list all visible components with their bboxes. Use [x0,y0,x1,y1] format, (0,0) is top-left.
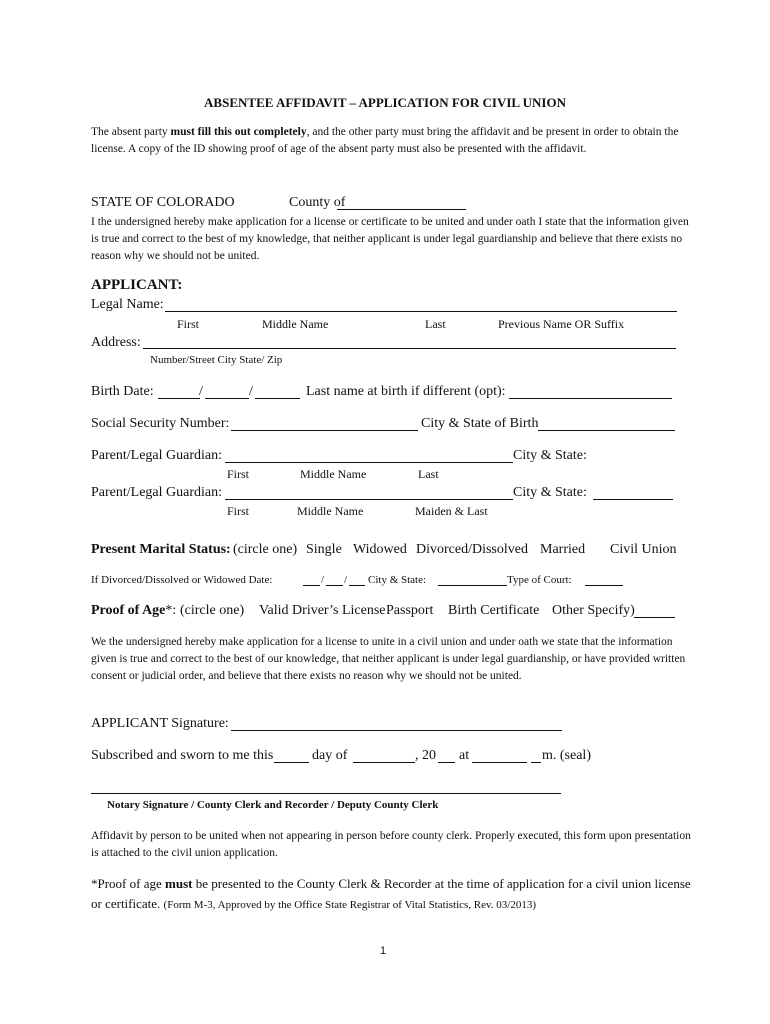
guardian2-label: Parent/Legal Guardian: [91,485,223,500]
ssn-field[interactable] [231,430,418,431]
notary-label: Notary Signature / County Clerk and Recorder / Deputy County Clerk [107,799,439,811]
guardian2-city-state-field[interactable] [593,499,673,500]
sworn-year-label: , 20 [415,748,436,763]
footer-note [91,874,691,915]
divorced-date-label: If Divorced/Dissolved or Widowed Date: [91,574,273,586]
birth-day-field[interactable] [205,398,249,399]
sworn-time-field[interactable] [472,762,527,763]
marital-status-label: Present Marital Status: [91,542,231,557]
notary-signature-field[interactable] [91,793,561,794]
guardian1-name-field[interactable] [225,462,513,463]
marital-option-widowed[interactable]: Widowed [353,542,407,557]
birth-month-field[interactable] [158,398,200,399]
intro-pre: The absent party [91,126,171,138]
divorced-slash-1: / [321,574,325,586]
marital-instruction: (circle one) [233,542,298,557]
intro-paragraph [91,124,691,158]
sworn-pre: Subscribed and sworn to me this [91,748,274,763]
guardian2-name-field[interactable] [225,499,513,500]
birth-year-field[interactable] [255,398,300,399]
birth-slash-1: / [199,384,203,399]
sworn-year-field[interactable] [438,762,455,763]
legal-name-sub-last: Last [425,317,446,331]
county-label: County of [289,195,346,210]
footer-pre: *Proof of age [91,876,166,891]
birth-date-label: Birth Date: [91,384,154,399]
page-title: ABSENTEE AFFIDAVIT – APPLICATION FOR CIVIL UNION [204,95,566,110]
footer-form-ref: (Form M-3, Approved by the Office State Registrar of Vital Statistics, Rev. 03/2013) [163,899,537,911]
marital-option-single[interactable]: Single [306,542,342,557]
oath2-paragraph: We the undersigned hereby make application for a license to unite in a civil union and under oath we state that the information given is true and correct to the best of our knowledge, that neither applicant is under legal guardianship, or have provided written consent or judicial order, and believe that there exists no reason why we should not be united. [91,636,686,682]
county-field[interactable] [337,209,466,210]
last-name-birth-label: Last name at birth if different (opt): [306,384,506,399]
guardian2-city-state-label: City & State: [513,485,587,500]
guardian1-city-state-label: City & State: [513,448,587,463]
guardian1-sub-first: First [227,467,250,481]
address-sub: Number/Street City State/ Zip [150,354,283,366]
divorced-slash-2: / [344,574,348,586]
city-state-birth-label: City & State of Birth [421,416,539,431]
court-type-label: Type of Court: [507,574,572,586]
applicant-heading: APPLICANT: [91,277,183,293]
intro-post: , and the other party must bring the affidavit and be present in order to obtain the license. A copy of the ID showing proof of age of the absent party must also be presented with the affidavit. [91,126,679,155]
ssn-label: Social Security Number: [91,416,230,431]
proof-other-field[interactable] [634,617,675,618]
divorced-year-field[interactable] [349,585,365,586]
divorced-city-state-label: City & State: [368,574,427,586]
state-label: STATE OF COLORADO [91,195,235,210]
proof-star: *: [165,603,177,618]
sworn-day-field[interactable] [274,762,309,763]
footer-bold: must [165,876,193,891]
proof-of-age-row [91,603,176,619]
birth-slash-2: / [249,384,253,399]
sworn-m-seal: m. (seal) [542,748,591,763]
guardian1-sub-last: Last [418,467,439,481]
page-number: 1 [380,945,387,957]
footer-mid: be presented to the County Clerk & Recorder at the time of application for a civil union license or certificate. [91,876,691,911]
sworn-month-field[interactable] [353,762,415,763]
intro-bold: must fill this out completely [170,126,307,138]
proof-option-other[interactable]: Other Specify) [552,603,635,618]
divorced-month-field[interactable] [303,585,320,586]
marital-option-civil-union[interactable]: Civil Union [610,542,677,557]
last-name-birth-field[interactable] [509,398,672,399]
legal-name-sub-first: First [177,317,200,331]
divorced-city-state-field[interactable] [438,585,507,586]
divorced-day-field[interactable] [326,585,343,586]
guardian2-sub-middle: Middle Name [297,504,364,518]
signature-label: APPLICANT Signature: [91,716,229,731]
guardian1-sub-middle: Middle Name [300,467,367,481]
guardian1-label: Parent/Legal Guardian: [91,448,223,463]
affidavit-note: Affidavit by person to be united when not appearing in person before county clerk. Properly executed, this form upon presentation is attached to the civil union application. [91,830,691,859]
proof-of-age-label: Proof of Age [91,603,166,618]
proof-option-birth-certificate[interactable]: Birth Certificate [448,603,540,618]
oath-paragraph: I the undersigned hereby make application for a license or certificate to be united and under oath I state that the information given is true and correct to the best of my knowledge, that neither applicant is under legal guardianship and believe that there exists no reason why we should not be united. [91,216,689,262]
legal-name-label: Legal Name: [91,297,164,312]
guardian2-sub-first: First [227,504,250,518]
proof-option-license[interactable]: Valid Driver’s License [259,603,386,618]
city-state-birth-field[interactable] [538,430,675,431]
address-label: Address: [91,335,141,350]
sworn-ampm-field[interactable] [531,762,541,763]
sworn-day-of: day of [312,748,348,763]
address-field[interactable] [143,348,676,349]
legal-name-sub-middle: Middle Name [262,317,329,331]
sworn-at: at [459,748,470,763]
legal-name-sub-previous: Previous Name OR Suffix [498,317,625,331]
signature-field[interactable] [231,730,562,731]
guardian2-sub-last: Maiden & Last [415,504,488,518]
marital-option-married[interactable]: Married [540,542,586,557]
marital-option-divorced[interactable]: Divorced/Dissolved [416,542,528,557]
proof-instruction: (circle one) [180,603,245,618]
court-type-field[interactable] [585,585,623,586]
legal-name-field[interactable] [165,311,677,312]
proof-option-passport[interactable]: Passport [386,603,434,618]
